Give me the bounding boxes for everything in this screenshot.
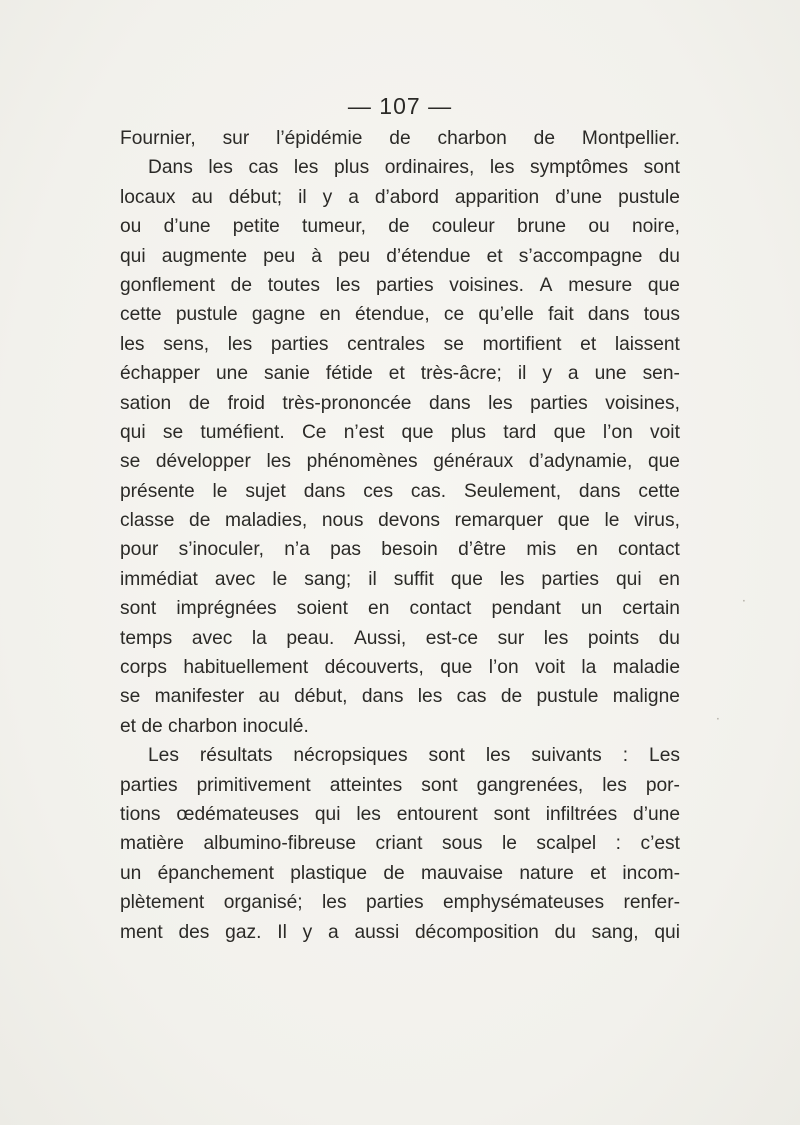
text-line: un épanchement plastique de mauvaise nature et incom- [120, 862, 680, 884]
text-line: Dans les cas les plus ordinaires, les symptômes sont [148, 157, 680, 179]
text-line: sont imprégnées soient en contact pendant un certain [120, 598, 680, 620]
text-line: les sens, les parties centrales se mortifient et laissent [120, 333, 680, 355]
text-line: et de charbon inoculé. [120, 715, 309, 737]
page-header: — 107 — [347, 93, 453, 119]
text-line: présente le sujet dans ces cas. Seulement, dans cette [120, 480, 680, 502]
text-line: qui se tuméfient. Ce n’est que plus tard que l’on voit [120, 421, 680, 443]
paper-speck: · [716, 712, 720, 726]
text-line: plètement organisé; les parties emphysémateuses renfer- [120, 892, 680, 914]
body-text [120, 124, 680, 947]
text-line: tions œdémateuses qui les entourent sont infiltrées d’une [120, 803, 680, 825]
text-line: locaux au début; il y a d’abord apparition d’une pustule [120, 186, 680, 208]
text-line: ou d’une petite tumeur, de couleur brune ou noire, [120, 216, 680, 238]
paper-speck: · [742, 594, 746, 608]
text-line: qui augmente peu à peu d’étendue et s’accompagne du [120, 245, 680, 267]
text-line: classe de maladies, nous devons remarquer que le virus, [120, 510, 680, 532]
text-line: Les résultats nécropsiques sont les suivants : Les [148, 745, 680, 767]
text-line: parties primitivement atteintes sont gangrenées, les por- [120, 774, 680, 796]
text-line: corps habituellement découverts, que l’on voit la maladie [120, 657, 680, 679]
text-line: temps avec la peau. Aussi, est-ce sur les points du [120, 627, 680, 649]
text-line: se manifester au début, dans les cas de pustule maligne [120, 686, 680, 708]
text-line: ment des gaz. Il y a aussi décomposition du sang, qui [120, 921, 680, 943]
text-line: immédiat avec le sang; il suffit que les parties qui en [120, 568, 680, 590]
text-line: gonflement de toutes les parties voisines. A mesure que [120, 274, 680, 296]
text-line: se développer les phénomènes généraux d’adynamie, que [120, 451, 680, 473]
text-line: échapper une sanie fétide et très-âcre; il y a une sen- [120, 363, 680, 385]
text-line: Fournier, sur l’épidémie de charbon de Montpellier. [120, 128, 680, 149]
text-line: matière albumino-fibreuse criant sous le scalpel : c’est [120, 833, 680, 855]
text-line: cette pustule gagne en étendue, ce qu’elle fait dans tous [120, 304, 680, 326]
text-line: pour s’inoculer, n’a pas besoin d’être mis en contact [120, 539, 680, 561]
text-line: sation de froid très-prononcée dans les parties voisines, [120, 392, 680, 414]
